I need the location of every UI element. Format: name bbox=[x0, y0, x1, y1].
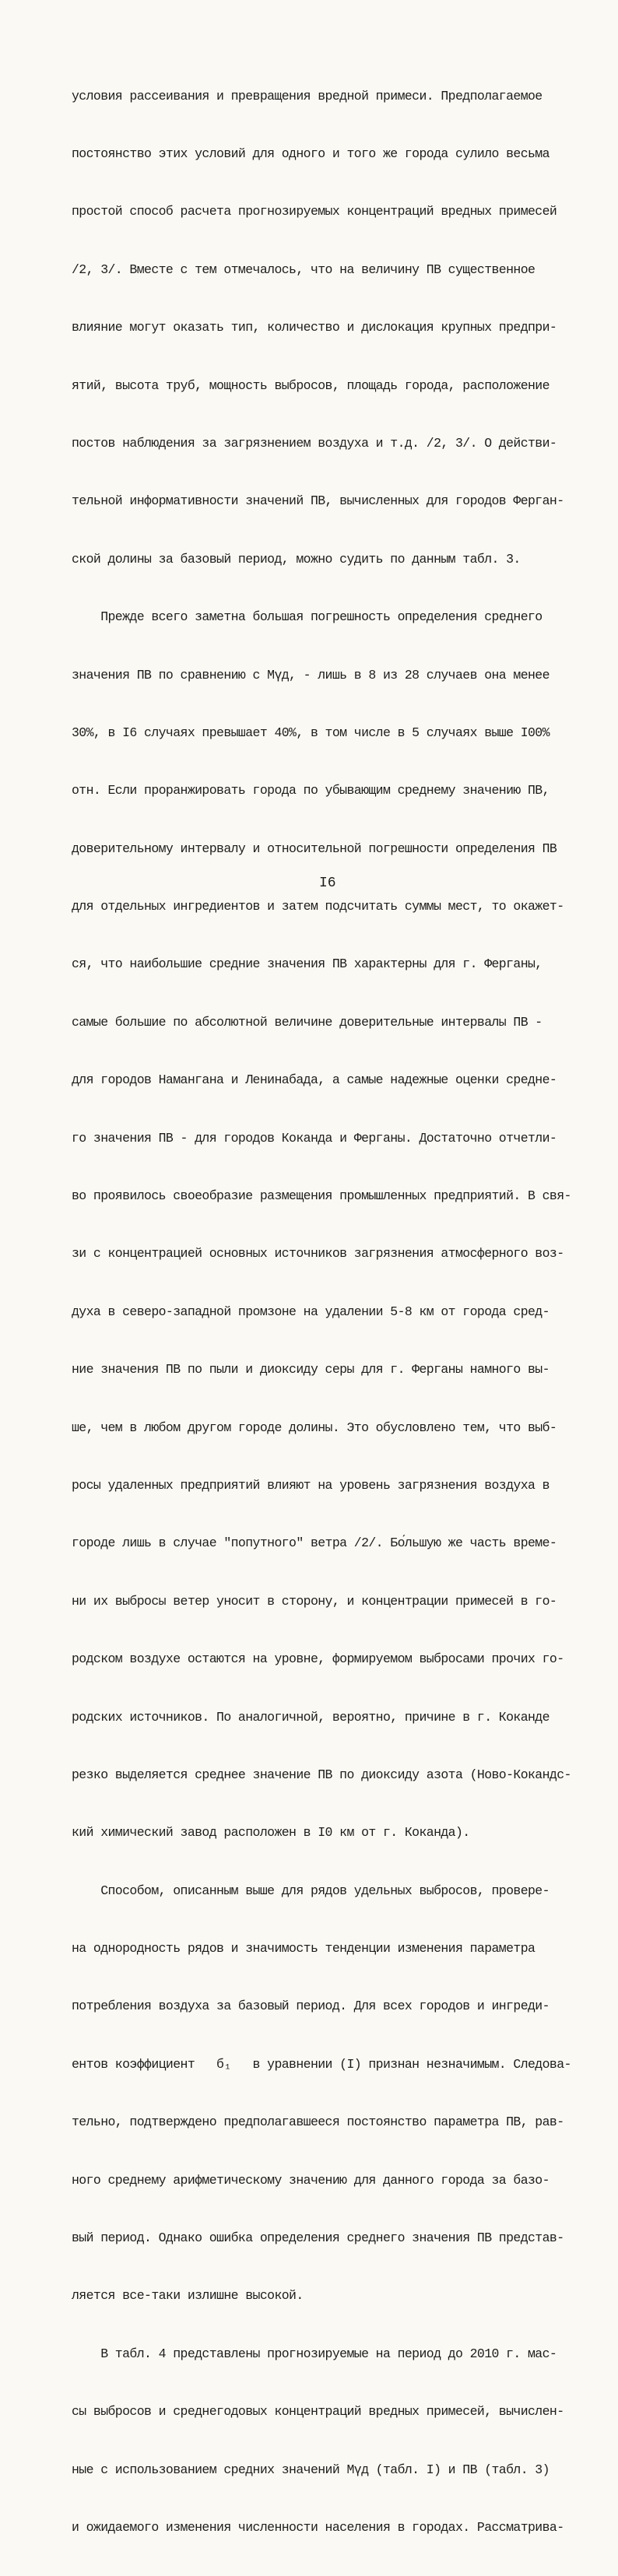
text-line: ного среднему арифметическому значению для данного города за базо- bbox=[72, 2172, 550, 2188]
text-line: потребления воздуха за базовый период. Для всех городов и ингреди- bbox=[72, 1999, 550, 2014]
text-line: зи с концентрацией основных источников загрязнения атмосферного воз- bbox=[72, 1246, 564, 1262]
text-line: духа в северо-западной промзоне на удалении 5-8 км от города сред- bbox=[72, 1304, 550, 1319]
text-line: сы выбросов и среднегодовых концентраций вредных примесей, вычислен- bbox=[72, 2404, 564, 2420]
text-line: ской долины за базовый период, можно судить по данным табл. 3. bbox=[72, 551, 521, 567]
text-line: постоянство этих условий для одного и того же города сулило весьма bbox=[72, 146, 550, 161]
text-line: тельной информативности значений ПВ, вычисленных для городов Ферган- bbox=[72, 493, 564, 509]
text-line: на однородность рядов и значимость тенденции изменения параметра bbox=[72, 1941, 535, 1957]
text-line: тельно, подтверждено предполагавшееся постоянство параметра ПВ, рав- bbox=[72, 2114, 564, 2130]
text-line: самые большие по абсолютной величине доверительные интервалы ПВ - bbox=[72, 1014, 543, 1030]
text-line: ние значения ПВ по пыли и диоксиду серы для г. Ферганы намного вы- bbox=[72, 1362, 550, 1377]
text-line: условия рассеивания и превращения вредной примеси. Предполагаемое bbox=[72, 88, 543, 104]
text-line: значения ПВ по сравнению с Мүд, - лишь в 8 из 28 случаев она менее bbox=[72, 667, 550, 683]
text-line: ся, что наибольшие средние значения ПВ характерны для г. Ферганы, bbox=[72, 956, 543, 972]
page-number: I6 bbox=[319, 876, 336, 891]
text-line: Способом, описанным выше для рядов удельных выбросов, провере- bbox=[72, 1883, 550, 1898]
text-line: вый период. Однако ошибка определения среднего значения ПВ представ- bbox=[72, 2230, 564, 2246]
text-line: ные с использованием средних значений Мүд (табл. I) и ПВ (табл. 3) bbox=[72, 2462, 550, 2477]
text-line: отн. Если проранжировать города по убывающим среднему значению ПВ, bbox=[72, 783, 550, 798]
text-line: доверительному интервалу и относительной погрешности определения ПВ bbox=[72, 841, 557, 856]
text-line: В табл. 4 представлены прогнозируемые на период до 2010 г. мас- bbox=[72, 2346, 557, 2361]
text-line: ентов коэффициент б₁ в уравнении (I) признан незначимым. Следова- bbox=[72, 2056, 571, 2072]
text-line: для отдельных ингредиентов и затем подсчитать суммы мест, то окажет- bbox=[72, 899, 564, 914]
text-line: ше, чем в любом другом городе долины. Это обусловлено тем, что выб- bbox=[72, 1420, 557, 1435]
text-line: родских источников. По аналогичной, вероятно, причине в г. Коканде bbox=[72, 1709, 550, 1725]
text-line: городе лишь в случае "попутного" ветра /2/. Бо́льшую же часть време- bbox=[72, 1535, 557, 1551]
text-line: родском воздухе остаются на уровне, формируемом выбросами прочих го- bbox=[72, 1651, 564, 1667]
text-line: росы удаленных предприятий влияют на уровень загрязнения воздуха в bbox=[72, 1477, 550, 1493]
text-line: го значения ПВ - для городов Коканда и Ферганы. Достаточно отчетли- bbox=[72, 1130, 557, 1146]
text-line: кий химический завод расположен в I0 км от г. Коканда). bbox=[72, 1825, 470, 1841]
body-text bbox=[72, 48, 601, 2576]
text-line: Прежде всего заметна большая погрешность определения среднего bbox=[72, 609, 543, 625]
text-line: 30%, в I6 случаях превышает 40%, в том числе в 5 случаях выше I00% bbox=[72, 725, 550, 740]
text-line: влияние могут оказать тип, количество и дислокация крупных предпри- bbox=[72, 320, 557, 335]
text-line: ятий, высота труб, мощность выбросов, площадь города, расположение bbox=[72, 377, 550, 393]
text-line: резко выделяется среднее значение ПВ по диоксиду азота (Ново-Кокандс- bbox=[72, 1767, 571, 1782]
text-line: /2, 3/. Вместе с тем отмечалось, что на величину ПВ существенное bbox=[72, 261, 535, 277]
text-line: постов наблюдения за загрязнением воздуха и т.д. /2, 3/. О действи- bbox=[72, 435, 557, 451]
text-line: простой способ расчета прогнозируемых концентраций вредных примесей bbox=[72, 204, 557, 219]
text-line: и ожидаемого изменения численности населения в городах. Рассматрива- bbox=[72, 2520, 564, 2535]
text-line: для городов Намангана и Ленинабада, а самые надежные оценки средне- bbox=[72, 1072, 557, 1088]
text-line: ни их выбросы ветер уносит в сторону, и концентрации примесей в го- bbox=[72, 1593, 557, 1609]
text-line: ляется все-таки излишне высокой. bbox=[72, 2288, 304, 2304]
text-line: во проявилось своеобразие размещения промышленных предприятий. В свя- bbox=[72, 1188, 571, 1204]
